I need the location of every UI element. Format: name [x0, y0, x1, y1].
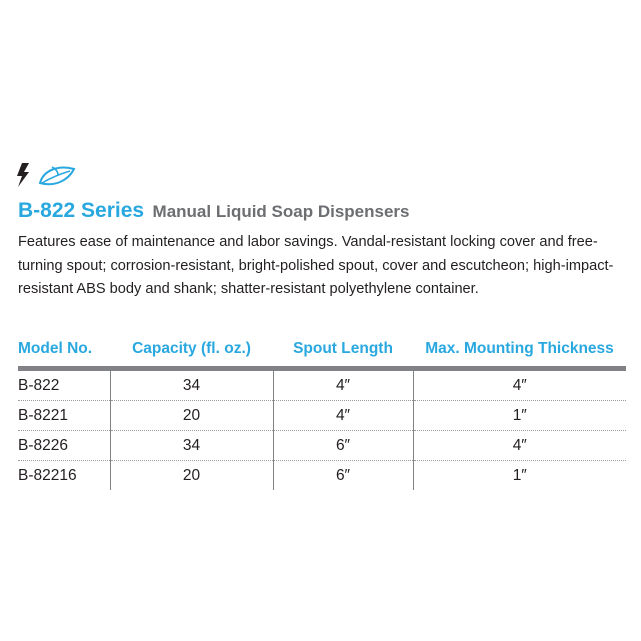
header-capacity: Capacity (fl. oz.)	[110, 340, 273, 369]
series-name: B-822 Series	[18, 199, 145, 222]
header-model: Model No.	[18, 340, 110, 369]
lightning-bolt-icon	[16, 163, 30, 187]
header-mounting-thickness: Max. Mounting Thickness	[413, 340, 626, 369]
cell-mounting-thickness: 4″	[413, 369, 626, 401]
cell-capacity: 34	[110, 369, 273, 401]
cell-spout-length: 4″	[273, 401, 413, 431]
cell-model: B-82216	[18, 466, 77, 484]
cell-model: B-8226	[18, 431, 110, 461]
table-row	[18, 461, 626, 491]
cell-spout-length: 6″	[273, 431, 413, 461]
product-description: Features ease of maintenance and labor savings. Vandal-resistant locking cover and free-turning spout; corrosion-resistant, bright-polished spout, cover and escutcheon; high-impact-resistant ABS body and shank; shatter-resistant polyethylene container.	[18, 234, 614, 297]
leaf-icon	[38, 163, 76, 187]
cell-capacity: 34	[110, 431, 273, 461]
table-row	[18, 369, 626, 401]
product-title	[18, 199, 409, 223]
table-row	[18, 401, 626, 431]
cell-mounting-thickness: 1″	[413, 401, 626, 431]
cell-spout-length: 4″	[273, 369, 413, 401]
header-spout-length: Spout Length	[273, 340, 413, 369]
cell-mounting-thickness: 1″	[413, 461, 626, 491]
cell-capacity: 20	[110, 461, 273, 491]
cell-capacity: 20	[110, 401, 273, 431]
cell-model: B-8221	[18, 401, 110, 431]
product-subtitle: Manual Liquid Soap Dispensers	[152, 202, 410, 221]
cell-spout-length: 6″	[273, 461, 413, 491]
table-row	[18, 431, 626, 461]
cell-mounting-thickness: 4″	[413, 431, 626, 461]
cell-model: B-822	[18, 369, 110, 401]
table-header-row	[18, 340, 626, 369]
spec-table	[18, 340, 626, 490]
feature-icons	[16, 163, 76, 187]
